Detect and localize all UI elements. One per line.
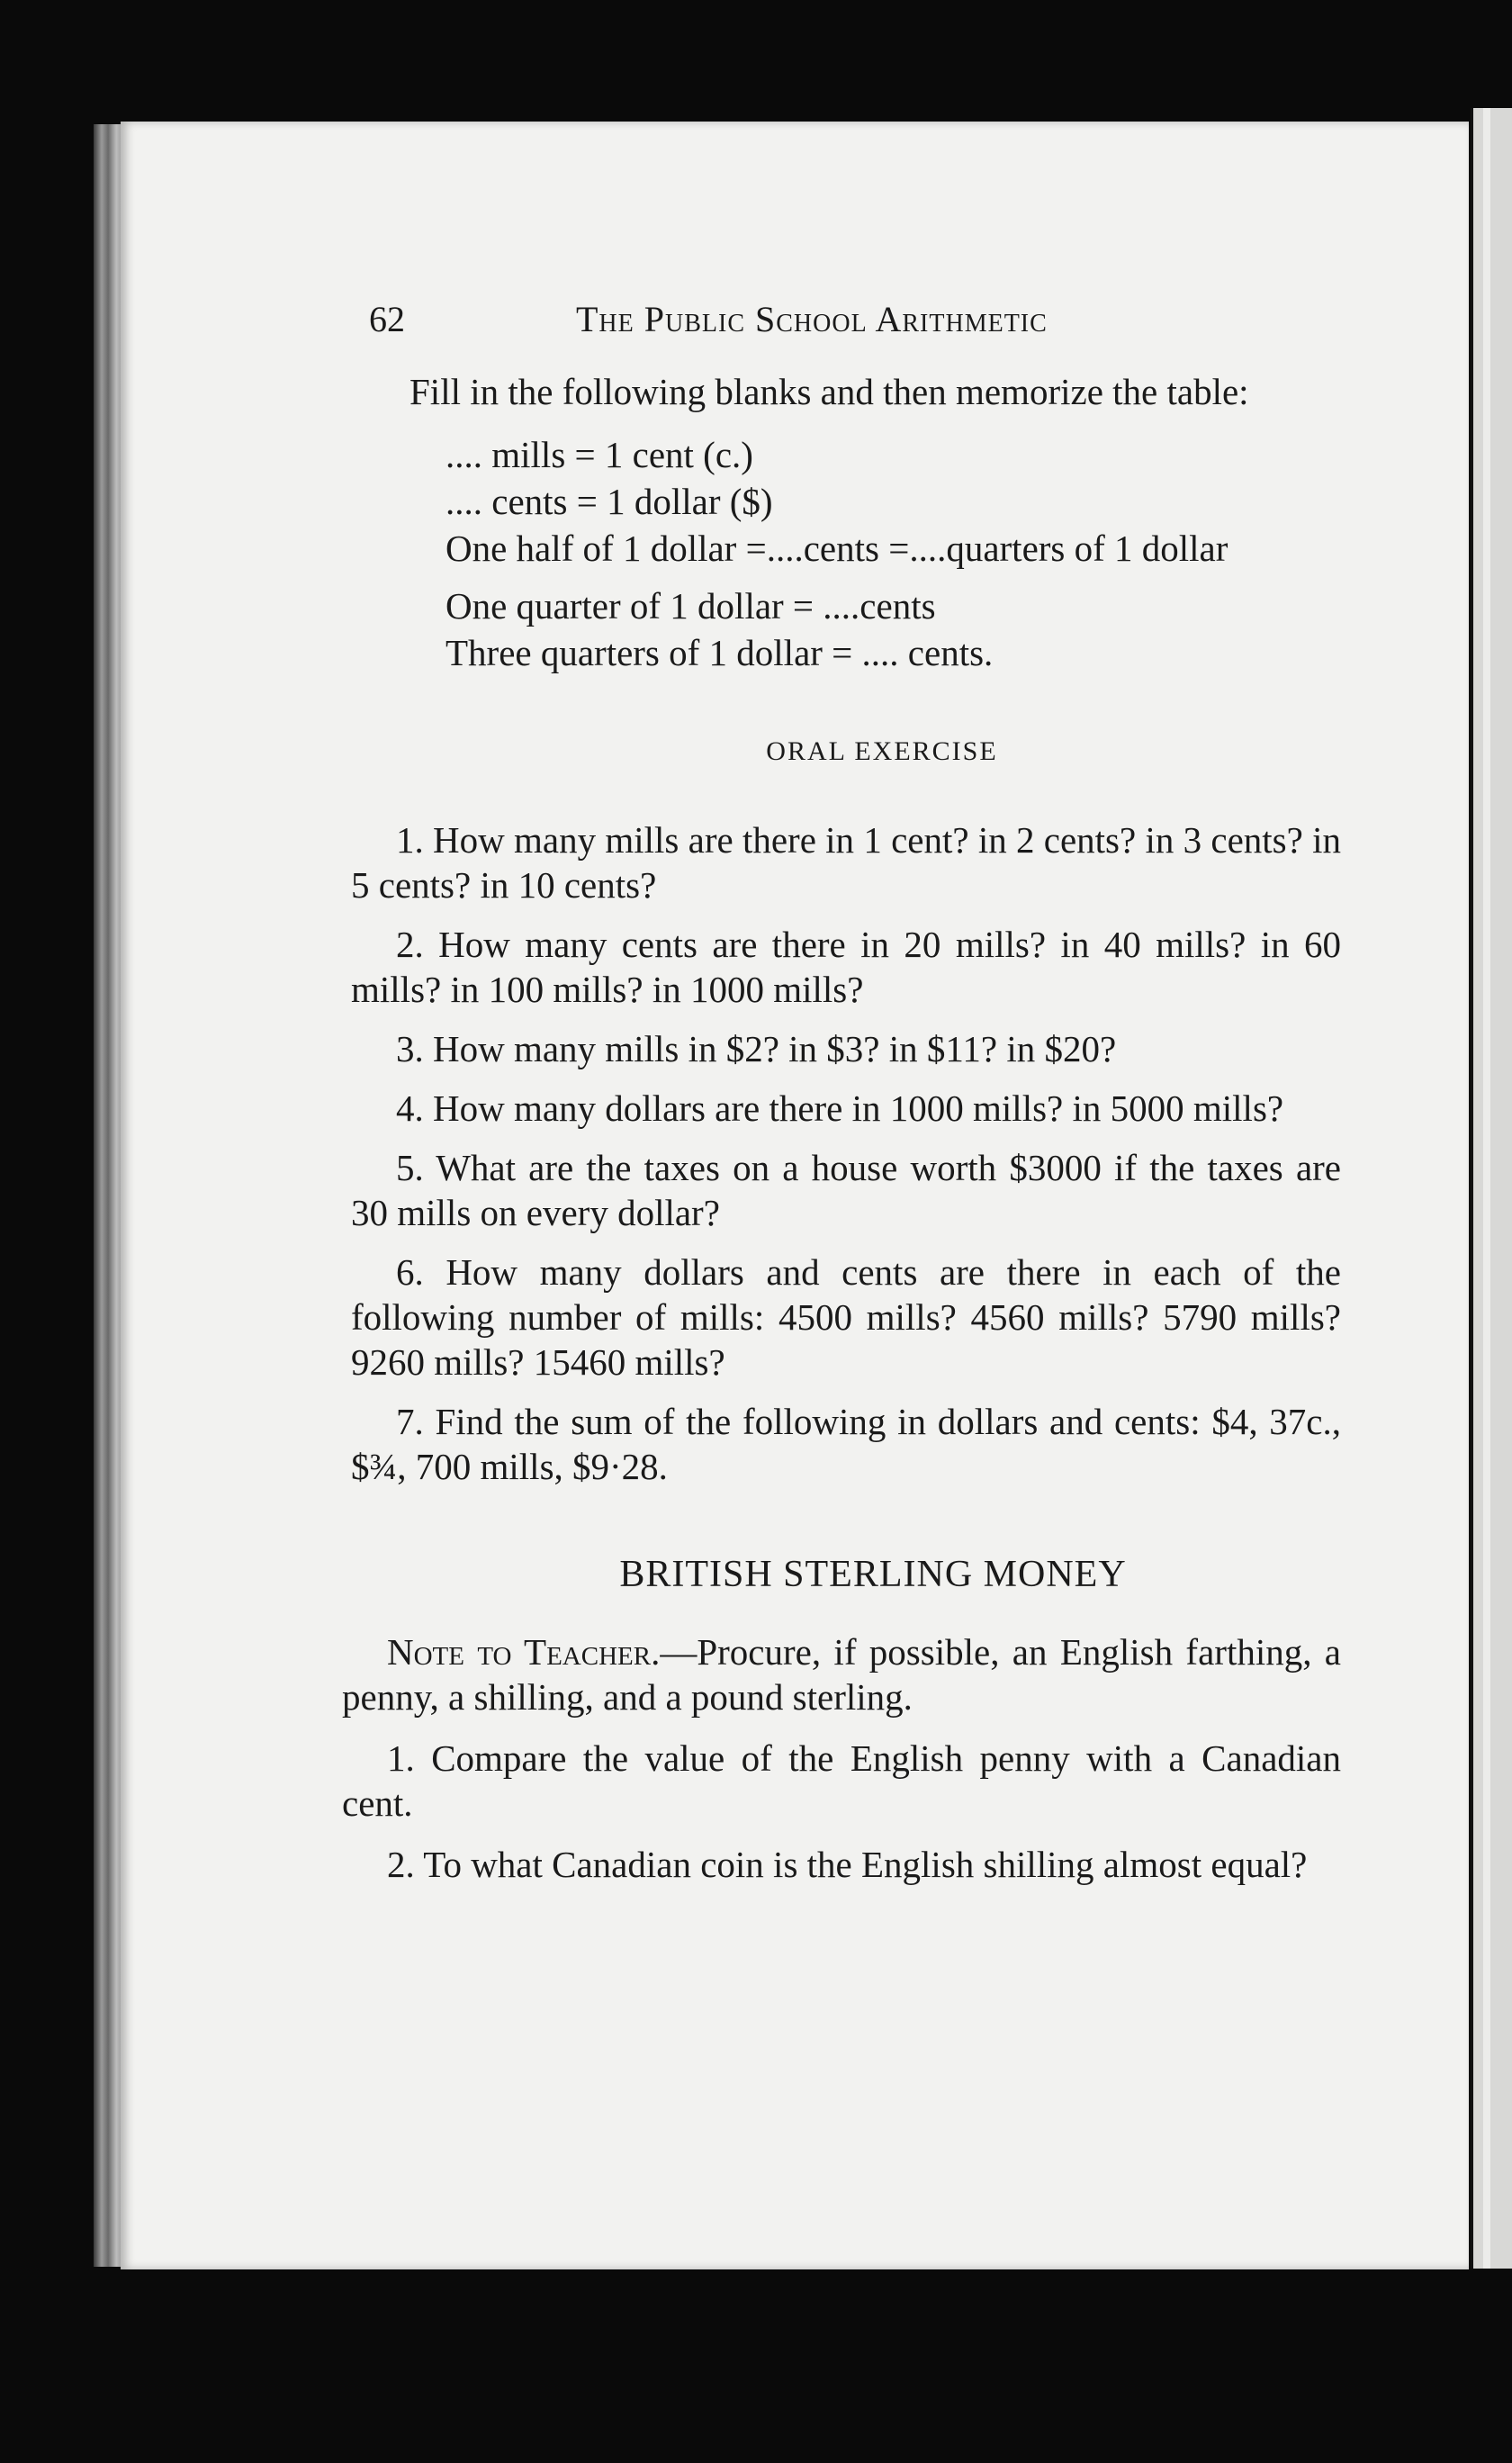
exercise-item: 6. How many dollars and cents are there in each of the following number of mills: 4500 mills? 4560 mills? 5790 mills? 9260 mills? 15460 mills? <box>351 1251 1341 1383</box>
facing-page-edge <box>1471 108 1512 2269</box>
note-text: —Procure, if possible, an English farthing, a penny, a shilling, and a pound sterling. <box>342 1631 1342 1718</box>
intro-paragraph: Fill in the following blanks and then memorize the table: <box>410 371 1249 412</box>
exercise-list <box>351 817 1341 1489</box>
british-sterling-heading: BRITISH STERLING MONEY <box>619 1554 1127 1595</box>
table-line: One half of 1 dollar =....cents =....quarters of 1 dollar <box>446 528 1228 569</box>
exercise-item: 5. What are the taxes on a house worth $3000 if the taxes are 30 mills on every dollar? <box>351 1147 1341 1233</box>
question-item: 2. To what Canadian coin is the English shilling almost equal? <box>387 1844 1308 1885</box>
running-header <box>225 297 1359 351</box>
table-line: Three quarters of 1 dollar = .... cents. <box>446 632 994 673</box>
note-section <box>342 1629 1341 1887</box>
table-line: One quarter of 1 dollar = ....cents <box>446 585 936 627</box>
exercise-item: 3. How many mills in $2? in $3? in $11? in $20? <box>396 1028 1117 1069</box>
money-table <box>446 432 1346 675</box>
exercise-item: 4. How many dollars are there in 1000 mills? in 5000 mills? <box>396 1087 1284 1129</box>
note-label: Note to Teacher. <box>387 1631 661 1673</box>
page-number: 62 <box>369 299 405 339</box>
oral-exercise-heading: ORAL EXERCISE <box>766 736 998 766</box>
exercise-item: 2. How many cents are there in 20 mills? in 40 mills? in 60 mills? in 100 mills? in 1000 mills? <box>351 924 1341 1010</box>
exercise-item: 1. How many mills are there in 1 cent? in 2 cents? in 3 cents? in 5 cents? in 10 cents? <box>351 819 1341 906</box>
exercise-item: 7. Find the sum of the following in dollars and cents: $4, 37c., $¾, 700 mills, $9·28. <box>351 1401 1341 1487</box>
page-content <box>225 297 1359 1903</box>
note-to-teacher <box>342 1629 1341 1719</box>
running-title: The Public School Arithmetic <box>576 299 1048 339</box>
table-line: .... mills = 1 cent (c.) <box>446 434 753 475</box>
question-item: 1. Compare the value of the English penny with a Canadian cent. <box>342 1737 1341 1824</box>
table-line: .... cents = 1 dollar ($) <box>446 481 773 522</box>
facing-page-strip <box>1483 108 1490 2269</box>
